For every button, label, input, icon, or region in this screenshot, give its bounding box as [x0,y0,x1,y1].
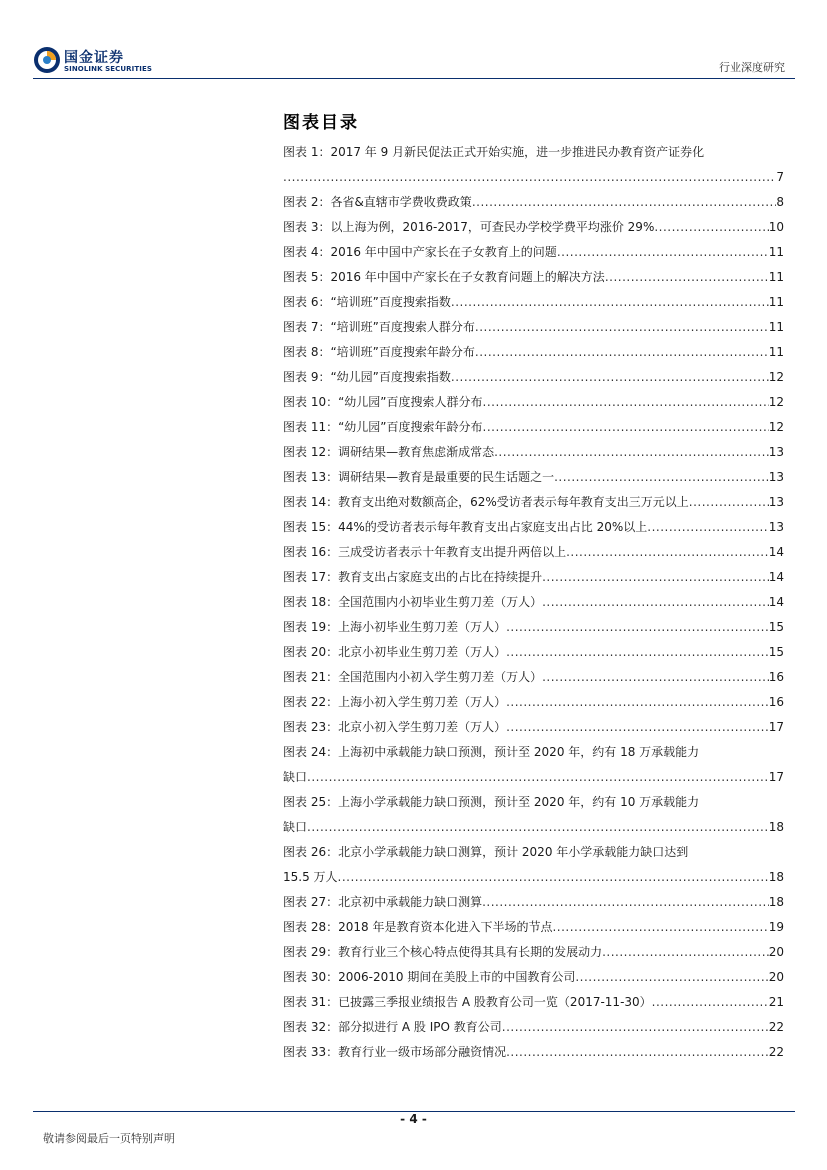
toc-entry-prefix: 图表 17： [283,570,339,584]
sinolink-logo-icon [33,46,61,74]
toc-line [283,740,784,765]
toc-entry-prefix: 图表 33： [283,1045,339,1059]
toc-entry-title: 上海小学承载能力缺口预测，预计至 2020 年，约有 10 万承载能力 [338,795,700,809]
logo-english-name: SINOLINK SECURITIES [64,65,152,73]
toc-line [283,965,784,990]
toc-entry-page: 20 [768,945,784,959]
toc-entry-page: 14 [768,595,784,609]
toc-entry-prefix: 图表 5： [283,270,331,284]
toc-entry[interactable] [283,840,784,890]
toc-entry-page: 15 [768,620,784,634]
toc-entry-prefix: 图表 23： [283,720,339,734]
toc-entry-page: 17 [768,770,784,784]
toc-entry-prefix: 图表 30： [283,970,339,984]
toc-leader-dots [506,690,769,715]
toc-line [283,940,784,965]
toc-entry-title-continued: 15.5 万人 [283,870,338,884]
toc-entry[interactable] [283,940,784,965]
toc-leader-dots [506,640,769,665]
toc-leader-dots [307,765,769,790]
toc-entry-page: 16 [768,670,784,684]
toc-leader-dots [605,265,769,290]
toc-line [283,240,784,265]
toc-entry[interactable] [283,590,784,615]
page-number: - 4 - [400,1112,427,1126]
toc-leader-dots [554,465,769,490]
toc-leader-dots [451,290,769,315]
toc-entry-prefix: 图表 11： [283,420,339,434]
toc-entry[interactable] [283,565,784,590]
toc-line [283,390,784,415]
toc-entry[interactable] [283,640,784,665]
toc-line [283,165,784,190]
toc-leader-dots [483,390,769,415]
toc-leader-dots [494,440,769,465]
toc-entry[interactable] [283,490,784,515]
toc-entry-title: 调研结果—教育是最重要的民生话题之一 [338,470,555,484]
toc-entry-page: 22 [768,1045,784,1059]
toc-line [283,290,784,315]
toc-leader-dots [482,890,769,915]
toc-leader-dots [542,590,769,615]
toc-line [283,515,784,540]
toc-entry-title: 部分拟进行 A 股 IPO 教育公司 [338,1020,502,1034]
toc-entry-title: “培训班”百度搜索年龄分布 [330,345,475,359]
toc-line [283,915,784,940]
toc-line [283,265,784,290]
toc-entry[interactable] [283,615,784,640]
toc-entry-page: 16 [768,695,784,709]
toc-entry-title: “幼儿园”百度搜索指数 [330,370,451,384]
toc-line [283,215,784,240]
toc-entry[interactable] [283,915,784,940]
toc-entry-page: 18 [768,870,784,884]
toc-line [283,490,784,515]
toc-entry-page: 14 [768,545,784,559]
toc-entry-prefix: 图表 18： [283,595,339,609]
toc-entry[interactable] [283,890,784,915]
toc-line [283,765,784,790]
toc-entry-prefix: 图表 12： [283,445,339,459]
toc-leader-dots [338,865,769,890]
disclaimer-text: 敬请参阅最后一页特别声明 [43,1132,175,1145]
toc-entry-title: 教育行业三个核心特点使得其具有长期的发展动力 [338,945,603,959]
toc-entry-title-continued: 缺口 [283,820,308,834]
toc-entry-prefix: 图表 26： [283,845,339,859]
toc-leader-dots [307,815,769,840]
toc-line [283,415,784,440]
toc-entry-page: 19 [768,920,784,934]
toc-leader-dots [506,1040,769,1065]
toc-entry-prefix: 图表 28： [283,920,339,934]
toc-entry-page: 7 [776,170,784,184]
toc-line [283,590,784,615]
toc-line [283,365,784,390]
toc-entry-page: 15 [768,645,784,659]
toc-entry-title: 教育支出占家庭支出的占比在持续提升 [338,570,543,584]
toc-entry-title: 北京小初毕业生剪刀差（万人） [338,645,507,659]
toc-entry-page: 12 [768,420,784,434]
toc-entry-prefix: 图表 1： [283,145,331,159]
toc-entry-prefix: 图表 8： [283,345,331,359]
toc-entry[interactable] [283,990,784,1015]
toc-entry-page: 11 [768,345,784,359]
toc-entry-prefix: 图表 19： [283,620,339,634]
toc-line [283,140,784,165]
toc-entry-prefix: 图表 2： [283,195,331,209]
toc-leader-dots [483,415,769,440]
toc-entry[interactable] [283,415,784,440]
toc-entry-prefix: 图表 31： [283,995,339,1009]
toc-entry-title: 全国范围内小初毕业生剪刀差（万人） [338,595,543,609]
toc-leader-dots [602,940,769,965]
toc-entry-page: 11 [768,270,784,284]
toc-entry-title: 2017 年 9 月新民促法正式开始实施，进一步推进民办教育资产证券化 [330,145,705,159]
toc-leader-dots [566,540,769,565]
toc-line [283,640,784,665]
toc-entry-prefix: 图表 10： [283,395,339,409]
toc-entry-prefix: 图表 3： [283,220,331,234]
toc-entry-title: 全国范围内小初入学生剪刀差（万人） [338,670,543,684]
toc-leader-dots [472,190,777,215]
toc-entry-prefix: 图表 21： [283,670,339,684]
toc-entry-title: 北京初中承载能力缺口测算 [338,895,483,909]
toc-leader-dots [502,1015,769,1040]
toc-entry[interactable] [283,240,784,265]
toc-entry[interactable] [283,465,784,490]
toc-entry-page: 18 [768,820,784,834]
toc-line [283,715,784,740]
toc-entry-page: 11 [768,320,784,334]
toc-entry-prefix: 图表 20： [283,645,339,659]
toc-line [283,865,784,890]
toc-entry-prefix: 图表 15： [283,520,339,534]
toc-entry-page: 13 [768,445,784,459]
logo-chinese-name: 国金证券 [64,50,124,66]
toc-entry[interactable] [283,790,784,840]
toc-entry-title: 北京小学承载能力缺口测算，预计 2020 年小学承载能力缺口达到 [338,845,689,859]
toc-leader-dots [475,340,769,365]
toc-entry-prefix: 图表 27： [283,895,339,909]
company-logo [33,44,163,78]
page-header [0,0,827,80]
toc-entry-page: 12 [768,395,784,409]
toc-entry-title: “培训班”百度搜索人群分布 [330,320,475,334]
toc-entry-title: 各省&直辖市学费收费政策 [330,195,472,209]
toc-line [283,990,784,1015]
toc-entry[interactable] [283,390,784,415]
toc-entry-prefix: 图表 9： [283,370,331,384]
toc-leader-dots [283,165,776,190]
toc-entry[interactable] [283,690,784,715]
toc-entry-title: 上海小初入学生剪刀差（万人） [338,695,507,709]
toc-leader-dots [506,615,769,640]
toc-entry-page: 13 [768,495,784,509]
toc-entry-prefix: 图表 14： [283,495,339,509]
toc-entry[interactable] [283,340,784,365]
toc-leader-dots [552,915,768,940]
toc-entry-title: 北京小初入学生剪刀差（万人） [338,720,507,734]
report-category: 行业深度研究 [719,61,785,74]
toc-line [283,440,784,465]
toc-entry-title: “幼儿园”百度搜索年龄分布 [338,420,483,434]
toc-entry-title: 教育行业一级市场部分融资情况 [338,1045,507,1059]
toc-entry-prefix: 图表 4： [283,245,331,259]
toc-entry-title: 教育支出绝对数额高企，62%受访者表示每年教育支出三万元以上 [338,495,689,509]
toc-entry-page: 12 [768,370,784,384]
toc-entry-prefix: 图表 7： [283,320,331,334]
toc-entry[interactable] [283,215,784,240]
toc-leader-dots [451,365,769,390]
toc-entry-page: 11 [768,295,784,309]
toc-entry-page: 10 [768,220,784,234]
toc-line [283,815,784,840]
toc-entry-title: 上海初中承载能力缺口预测，预计至 2020 年，约有 18 万承载能力 [338,745,700,759]
toc-entry-prefix: 图表 32： [283,1020,339,1034]
toc-leader-dots [647,515,768,540]
toc-leader-dots [652,990,769,1015]
toc-line [283,540,784,565]
toc-line [283,1015,784,1040]
toc-line [283,690,784,715]
toc-line [283,1040,784,1065]
toc-entry[interactable] [283,740,784,790]
toc-line [283,615,784,640]
toc-line [283,315,784,340]
toc-line [283,840,784,865]
toc-entry[interactable] [283,190,784,215]
toc-entry-title: 44%的受访者表示每年教育支出占家庭支出占比 20%以上 [338,520,648,534]
toc-line [283,665,784,690]
page-title: 图表目录 [283,113,359,133]
toc-entry-title: 2016 年中国中产家长在子女教育上的问题 [330,245,557,259]
toc-leader-dots [557,240,769,265]
toc-entry[interactable] [283,1040,784,1065]
toc-entry-prefix: 图表 25： [283,795,339,809]
toc-entry-prefix: 图表 22： [283,695,339,709]
toc-entry[interactable] [283,965,784,990]
toc-line [283,790,784,815]
toc-leader-dots [475,315,769,340]
toc-leader-dots [506,715,769,740]
toc-line [283,190,784,215]
toc-entry-prefix: 图表 13： [283,470,339,484]
toc-entry-page: 22 [768,1020,784,1034]
toc-entry[interactable] [283,265,784,290]
toc-entry-prefix: 图表 29： [283,945,339,959]
toc-entry[interactable] [283,440,784,465]
toc-entry-title: 已披露三季报业绩报告 A 股教育公司一览（2017-11-30） [338,995,652,1009]
toc-entry[interactable] [283,290,784,315]
toc-entry[interactable] [283,365,784,390]
toc-entry-page: 8 [776,195,784,209]
toc-entry-page: 21 [768,995,784,1009]
toc-entry-title: 上海小初毕业生剪刀差（万人） [338,620,507,634]
toc-entry-prefix: 图表 16： [283,545,339,559]
table-of-contents [283,140,784,1065]
toc-entry[interactable] [283,140,784,190]
header-divider [33,78,795,79]
toc-entry[interactable] [283,540,784,565]
toc-entry-title: “幼儿园”百度搜索人群分布 [338,395,483,409]
toc-entry-title: 2018 年是教育资本化进入下半场的节点 [338,920,553,934]
toc-entry-prefix: 图表 6： [283,295,331,309]
toc-entry-title-continued: 缺口 [283,770,308,784]
toc-entry[interactable] [283,515,784,540]
toc-leader-dots [575,965,768,990]
toc-entry[interactable] [283,315,784,340]
toc-line [283,465,784,490]
toc-line [283,890,784,915]
toc-entry-title: 三成受访者表示十年教育支出提升两倍以上 [338,545,567,559]
toc-entry-page: 13 [768,520,784,534]
toc-entry-page: 20 [768,970,784,984]
toc-entry-page: 18 [768,895,784,909]
toc-entry-page: 11 [768,245,784,259]
toc-entry-title: 调研结果—教育焦虑渐成常态 [338,445,495,459]
toc-leader-dots [542,565,769,590]
toc-entry[interactable] [283,1015,784,1040]
toc-entry-prefix: 图表 24： [283,745,339,759]
toc-line [283,565,784,590]
toc-entry-title: “培训班”百度搜索指数 [330,295,451,309]
toc-entry-page: 14 [768,570,784,584]
toc-line [283,340,784,365]
toc-entry-title: 2006-2010 期间在美股上市的中国教育公司 [338,970,576,984]
toc-entry-page: 13 [768,470,784,484]
toc-leader-dots [689,490,769,515]
toc-leader-dots [654,215,768,240]
toc-entry[interactable] [283,715,784,740]
toc-entry-title: 以上海为例，2016-2017，可查民办学校学费平均涨价 29% [330,220,655,234]
toc-entry-title: 2016 年中国中产家长在子女教育问题上的解决方法 [330,270,605,284]
toc-leader-dots [542,665,769,690]
toc-entry-page: 17 [768,720,784,734]
toc-entry[interactable] [283,665,784,690]
